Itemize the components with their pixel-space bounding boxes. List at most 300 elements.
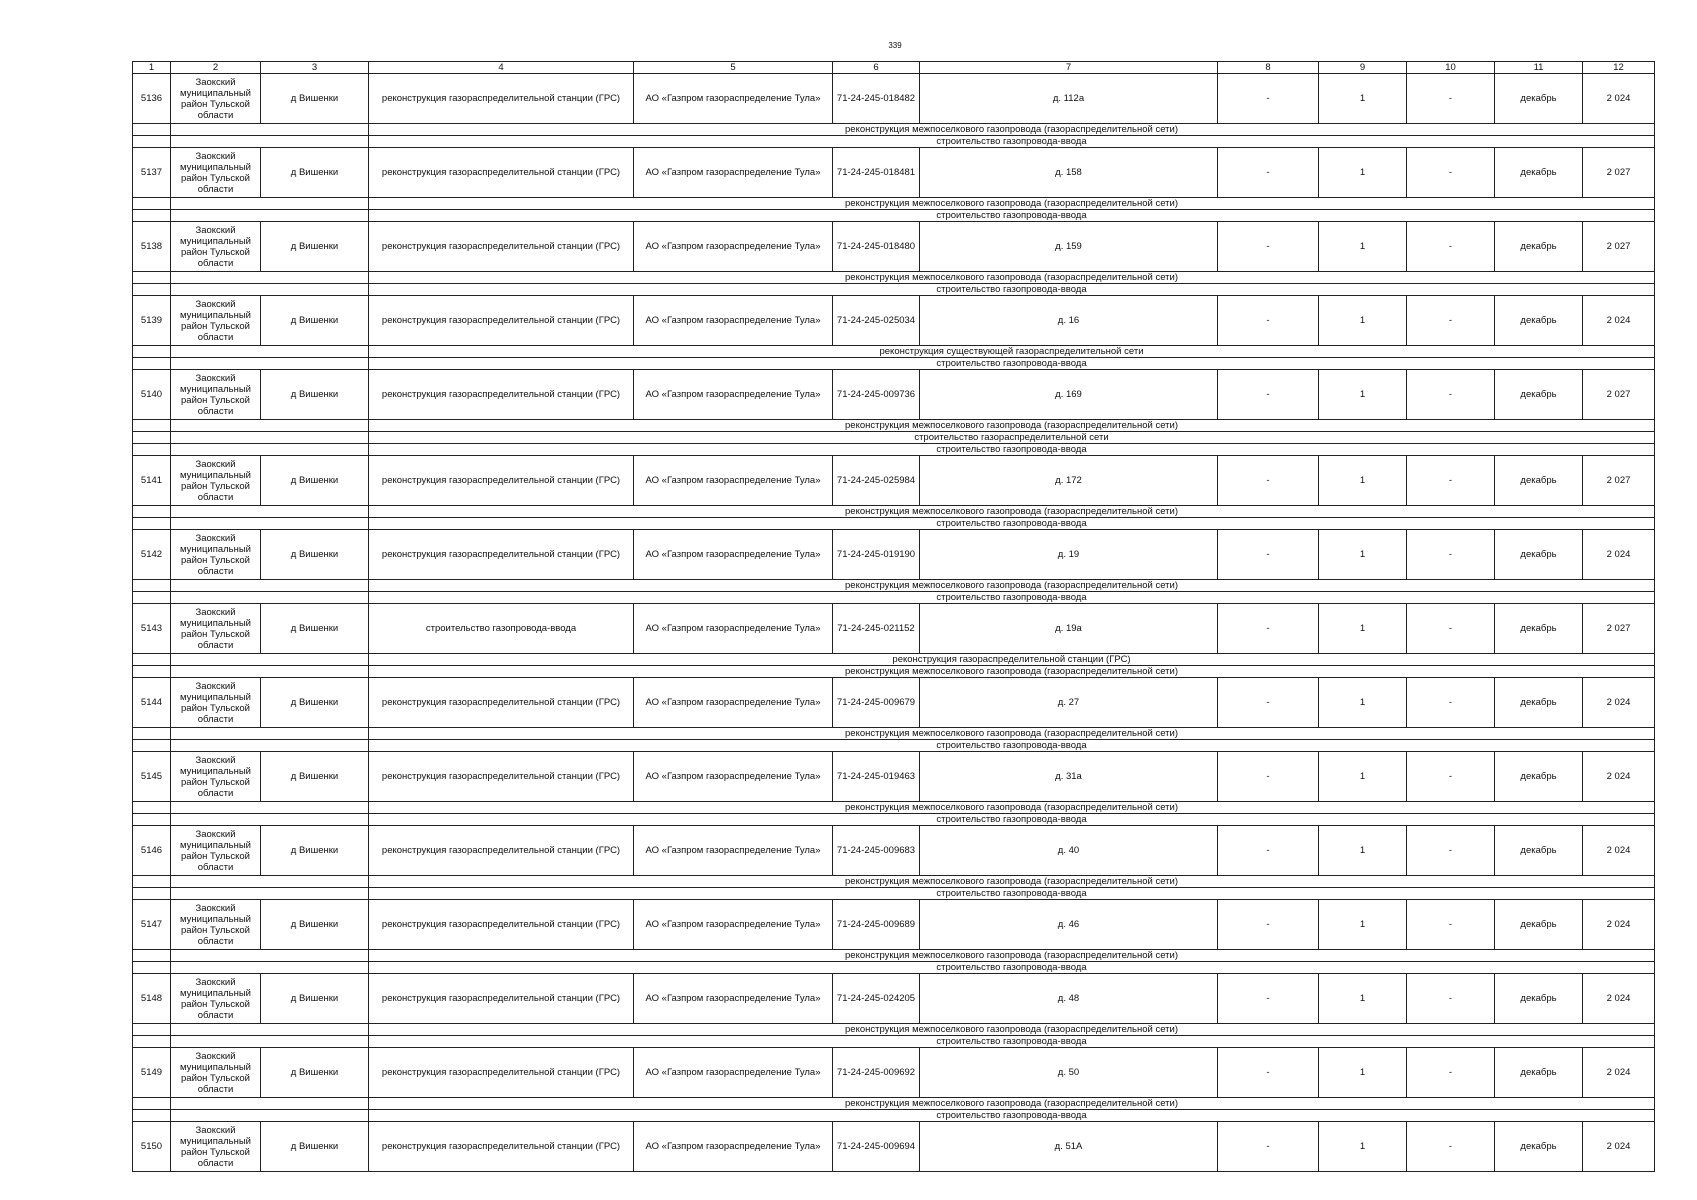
settlement-cell: д Вишенки — [261, 370, 369, 420]
sub-row — [133, 1024, 1655, 1036]
sub-row-empty-cell — [171, 654, 369, 666]
sub-work-cell: строительство газопровода-ввода — [369, 592, 1655, 604]
work-type-cell: реконструкция газораспределительной станции (ГРС) — [369, 974, 634, 1024]
col8-cell: - — [1218, 222, 1319, 272]
sub-row-empty-cell — [133, 272, 171, 284]
work-type-cell: реконструкция газораспределительной станции (ГРС) — [369, 1122, 634, 1172]
sub-row — [133, 876, 1655, 888]
month-cell: декабрь — [1495, 530, 1583, 580]
col10-cell: - — [1407, 974, 1495, 1024]
month-cell: декабрь — [1495, 678, 1583, 728]
row-number: 5137 — [133, 148, 171, 198]
col10-cell: - — [1407, 752, 1495, 802]
work-type-cell: реконструкция газораспределительной станции (ГРС) — [369, 456, 634, 506]
sub-row-empty-cell — [133, 950, 171, 962]
code-cell: 71-24-245-018480 — [833, 222, 920, 272]
month-cell: декабрь — [1495, 974, 1583, 1024]
work-type-cell: реконструкция газораспределительной станции (ГРС) — [369, 530, 634, 580]
col8-cell: - — [1218, 974, 1319, 1024]
address-cell: д. 40 — [920, 826, 1218, 876]
sub-work-cell: реконструкция межпоселкового газопровода (газораспределительной сети) — [369, 1098, 1655, 1110]
year-cell: 2 027 — [1583, 370, 1655, 420]
sub-row — [133, 1036, 1655, 1048]
table-row — [133, 370, 1655, 420]
col8-cell: - — [1218, 678, 1319, 728]
col8-cell: - — [1218, 74, 1319, 124]
organization-cell: АО «Газпром газораспределение Тула» — [634, 826, 833, 876]
month-cell: декабрь — [1495, 456, 1583, 506]
sub-work-cell: строительство газопровода-ввода — [369, 444, 1655, 456]
organization-cell: АО «Газпром газораспределение Тула» — [634, 900, 833, 950]
sub-row-empty-cell — [171, 198, 369, 210]
table-row — [133, 678, 1655, 728]
col9-cell: 1 — [1319, 456, 1407, 506]
col9-cell: 1 — [1319, 74, 1407, 124]
code-cell: 71-24-245-009692 — [833, 1048, 920, 1098]
sub-row-empty-cell — [171, 1036, 369, 1048]
col9-cell: 1 — [1319, 1122, 1407, 1172]
year-cell: 2 024 — [1583, 1048, 1655, 1098]
sub-row — [133, 518, 1655, 530]
col10-cell: - — [1407, 74, 1495, 124]
col8-cell: - — [1218, 604, 1319, 654]
sub-row — [133, 802, 1655, 814]
district-cell: Заокский муниципальный район Тульской области — [171, 1048, 261, 1098]
organization-cell: АО «Газпром газораспределение Тула» — [634, 1048, 833, 1098]
col9-cell: 1 — [1319, 826, 1407, 876]
organization-cell: АО «Газпром газораспределение Тула» — [634, 74, 833, 124]
col10-cell: - — [1407, 826, 1495, 876]
col10-cell: - — [1407, 678, 1495, 728]
col9-cell: 1 — [1319, 900, 1407, 950]
sub-row-empty-cell — [171, 1098, 369, 1110]
district-cell: Заокский муниципальный район Тульской области — [171, 974, 261, 1024]
sub-row — [133, 592, 1655, 604]
sub-work-cell: строительство газопровода-ввода — [369, 358, 1655, 370]
address-cell: д. 159 — [920, 222, 1218, 272]
sub-row-empty-cell — [171, 592, 369, 604]
sub-row — [133, 444, 1655, 456]
sub-row — [133, 728, 1655, 740]
year-cell: 2 027 — [1583, 148, 1655, 198]
sub-row — [133, 580, 1655, 592]
sub-row-empty-cell — [171, 518, 369, 530]
sub-row — [133, 136, 1655, 148]
work-type-cell: реконструкция газораспределительной станции (ГРС) — [369, 74, 634, 124]
sub-row — [133, 654, 1655, 666]
sub-row-empty-cell — [171, 1110, 369, 1122]
sub-row-empty-cell — [133, 346, 171, 358]
code-cell: 71-24-245-009694 — [833, 1122, 920, 1172]
address-cell: д. 19а — [920, 604, 1218, 654]
row-number: 5150 — [133, 1122, 171, 1172]
sub-work-cell: строительство газопровода-ввода — [369, 1036, 1655, 1048]
sub-row — [133, 346, 1655, 358]
sub-work-cell: реконструкция межпоселкового газопровода (газораспределительной сети) — [369, 1024, 1655, 1036]
sub-row-empty-cell — [171, 962, 369, 974]
code-cell: 71-24-245-009736 — [833, 370, 920, 420]
sub-row-empty-cell — [171, 888, 369, 900]
row-number: 5149 — [133, 1048, 171, 1098]
row-number: 5142 — [133, 530, 171, 580]
table-body — [133, 62, 1655, 1172]
settlement-cell: д Вишенки — [261, 530, 369, 580]
year-cell: 2 024 — [1583, 530, 1655, 580]
sub-row-empty-cell — [133, 740, 171, 752]
sub-row-empty-cell — [133, 592, 171, 604]
sub-work-cell: строительство газопровода-ввода — [369, 518, 1655, 530]
work-type-cell: реконструкция газораспределительной станции (ГРС) — [369, 826, 634, 876]
organization-cell: АО «Газпром газораспределение Тула» — [634, 678, 833, 728]
code-cell: 71-24-245-018482 — [833, 74, 920, 124]
row-number: 5143 — [133, 604, 171, 654]
sub-row-empty-cell — [133, 124, 171, 136]
sub-work-cell: строительство газопровода-ввода — [369, 1110, 1655, 1122]
sub-row-empty-cell — [171, 506, 369, 518]
sub-row-empty-cell — [171, 124, 369, 136]
organization-cell: АО «Газпром газораспределение Тула» — [634, 1122, 833, 1172]
col9-cell: 1 — [1319, 222, 1407, 272]
settlement-cell: д Вишенки — [261, 148, 369, 198]
month-cell: декабрь — [1495, 752, 1583, 802]
sub-row — [133, 284, 1655, 296]
sub-work-cell: реконструкция межпоселкового газопровода (газораспределительной сети) — [369, 876, 1655, 888]
sub-row-empty-cell — [171, 272, 369, 284]
column-header: 8 — [1218, 62, 1319, 74]
district-cell: Заокский муниципальный район Тульской области — [171, 604, 261, 654]
sub-work-cell: строительство газораспределительной сети — [369, 432, 1655, 444]
district-cell: Заокский муниципальный район Тульской области — [171, 370, 261, 420]
row-number: 5145 — [133, 752, 171, 802]
col10-cell: - — [1407, 1048, 1495, 1098]
organization-cell: АО «Газпром газораспределение Тула» — [634, 604, 833, 654]
row-number: 5144 — [133, 678, 171, 728]
sub-work-cell: строительство газопровода-ввода — [369, 962, 1655, 974]
sub-row-empty-cell — [171, 432, 369, 444]
sub-row — [133, 272, 1655, 284]
sub-row-empty-cell — [133, 1024, 171, 1036]
sub-work-cell: реконструкция межпоселкового газопровода (газораспределительной сети) — [369, 950, 1655, 962]
column-header: 1 — [133, 62, 171, 74]
sub-row-empty-cell — [133, 580, 171, 592]
col8-cell: - — [1218, 1048, 1319, 1098]
organization-cell: АО «Газпром газораспределение Тула» — [634, 752, 833, 802]
sub-row — [133, 198, 1655, 210]
table-row — [133, 530, 1655, 580]
table-row — [133, 752, 1655, 802]
sub-work-cell: строительство газопровода-ввода — [369, 136, 1655, 148]
organization-cell: АО «Газпром газораспределение Тула» — [634, 148, 833, 198]
sub-work-cell: строительство газопровода-ввода — [369, 814, 1655, 826]
sub-row-empty-cell — [171, 666, 369, 678]
col8-cell: - — [1218, 826, 1319, 876]
sub-row-empty-cell — [133, 802, 171, 814]
header-row — [133, 62, 1655, 74]
code-cell: 71-24-245-009689 — [833, 900, 920, 950]
table-row — [133, 1122, 1655, 1172]
month-cell: декабрь — [1495, 900, 1583, 950]
table-row — [133, 222, 1655, 272]
work-type-cell: строительство газопровода-ввода — [369, 604, 634, 654]
sub-row — [133, 1098, 1655, 1110]
sub-row-empty-cell — [133, 210, 171, 222]
district-cell: Заокский муниципальный район Тульской области — [171, 296, 261, 346]
address-cell: д. 16 — [920, 296, 1218, 346]
month-cell: декабрь — [1495, 222, 1583, 272]
column-header: 2 — [171, 62, 261, 74]
page-number: 339 — [888, 41, 902, 50]
column-header: 6 — [833, 62, 920, 74]
work-type-cell: реконструкция газораспределительной станции (ГРС) — [369, 222, 634, 272]
sub-row-empty-cell — [171, 284, 369, 296]
column-header: 9 — [1319, 62, 1407, 74]
settlement-cell: д Вишенки — [261, 826, 369, 876]
sub-row — [133, 420, 1655, 432]
col10-cell: - — [1407, 604, 1495, 654]
address-cell: д. 50 — [920, 1048, 1218, 1098]
sub-work-cell: строительство газопровода-ввода — [369, 740, 1655, 752]
col10-cell: - — [1407, 900, 1495, 950]
address-cell: д. 19 — [920, 530, 1218, 580]
settlement-cell: д Вишенки — [261, 222, 369, 272]
sub-row — [133, 962, 1655, 974]
month-cell: декабрь — [1495, 148, 1583, 198]
organization-cell: АО «Газпром газораспределение Тула» — [634, 974, 833, 1024]
sub-work-cell: реконструкция межпоселкового газопровода (газораспределительной сети) — [369, 802, 1655, 814]
col10-cell: - — [1407, 222, 1495, 272]
organization-cell: АО «Газпром газораспределение Тула» — [634, 296, 833, 346]
table-row — [133, 974, 1655, 1024]
settlement-cell: д Вишенки — [261, 678, 369, 728]
code-cell: 71-24-245-025034 — [833, 296, 920, 346]
sub-row-empty-cell — [171, 876, 369, 888]
sub-row — [133, 814, 1655, 826]
table-row — [133, 456, 1655, 506]
month-cell: декабрь — [1495, 1048, 1583, 1098]
col10-cell: - — [1407, 296, 1495, 346]
code-cell: 71-24-245-009679 — [833, 678, 920, 728]
sub-row-empty-cell — [133, 876, 171, 888]
sub-row-empty-cell — [171, 444, 369, 456]
year-cell: 2 027 — [1583, 222, 1655, 272]
col8-cell: - — [1218, 1122, 1319, 1172]
address-cell: д. 112а — [920, 74, 1218, 124]
sub-row-empty-cell — [171, 210, 369, 222]
district-cell: Заокский муниципальный район Тульской области — [171, 900, 261, 950]
col10-cell: - — [1407, 370, 1495, 420]
settlement-cell: д Вишенки — [261, 456, 369, 506]
sub-row-empty-cell — [133, 654, 171, 666]
district-cell: Заокский муниципальный район Тульской области — [171, 1122, 261, 1172]
sub-work-cell: строительство газопровода-ввода — [369, 284, 1655, 296]
sub-row-empty-cell — [171, 802, 369, 814]
sub-work-cell: реконструкция межпоселкового газопровода (газораспределительной сети) — [369, 420, 1655, 432]
year-cell: 2 024 — [1583, 678, 1655, 728]
district-cell: Заокский муниципальный район Тульской области — [171, 678, 261, 728]
col9-cell: 1 — [1319, 370, 1407, 420]
col9-cell: 1 — [1319, 974, 1407, 1024]
col9-cell: 1 — [1319, 296, 1407, 346]
sub-work-cell: реконструкция межпоселкового газопровода (газораспределительной сети) — [369, 728, 1655, 740]
address-cell: д. 46 — [920, 900, 1218, 950]
col8-cell: - — [1218, 752, 1319, 802]
col9-cell: 1 — [1319, 604, 1407, 654]
sub-row-empty-cell — [171, 728, 369, 740]
col9-cell: 1 — [1319, 752, 1407, 802]
sub-row-empty-cell — [133, 666, 171, 678]
month-cell: декабрь — [1495, 370, 1583, 420]
sub-work-cell: реконструкция межпоселкового газопровода (газораспределительной сети) — [369, 272, 1655, 284]
row-number: 5146 — [133, 826, 171, 876]
sub-row-empty-cell — [133, 444, 171, 456]
district-cell: Заокский муниципальный район Тульской области — [171, 530, 261, 580]
sub-row-empty-cell — [171, 950, 369, 962]
work-type-cell: реконструкция газораспределительной станции (ГРС) — [369, 148, 634, 198]
col10-cell: - — [1407, 1122, 1495, 1172]
settlement-cell: д Вишенки — [261, 900, 369, 950]
col10-cell: - — [1407, 148, 1495, 198]
sub-row-empty-cell — [133, 198, 171, 210]
sub-row — [133, 124, 1655, 136]
sub-row — [133, 740, 1655, 752]
col10-cell: - — [1407, 530, 1495, 580]
sub-row-empty-cell — [133, 814, 171, 826]
sub-row-empty-cell — [133, 506, 171, 518]
row-number: 5141 — [133, 456, 171, 506]
sub-row-empty-cell — [133, 888, 171, 900]
settlement-cell: д Вишенки — [261, 1122, 369, 1172]
code-cell: 71-24-245-021152 — [833, 604, 920, 654]
address-cell: д. 169 — [920, 370, 1218, 420]
column-header: 12 — [1583, 62, 1655, 74]
work-type-cell: реконструкция газораспределительной станции (ГРС) — [369, 1048, 634, 1098]
work-type-cell: реконструкция газораспределительной станции (ГРС) — [369, 678, 634, 728]
year-cell: 2 024 — [1583, 74, 1655, 124]
address-cell: д. 51А — [920, 1122, 1218, 1172]
sub-row-empty-cell — [133, 518, 171, 530]
month-cell: декабрь — [1495, 604, 1583, 654]
year-cell: 2 024 — [1583, 900, 1655, 950]
month-cell: декабрь — [1495, 826, 1583, 876]
sub-work-cell: реконструкция межпоселкового газопровода (газораспределительной сети) — [369, 124, 1655, 136]
row-number: 5147 — [133, 900, 171, 950]
district-cell: Заокский муниципальный район Тульской области — [171, 74, 261, 124]
col8-cell: - — [1218, 370, 1319, 420]
sub-work-cell: строительство газопровода-ввода — [369, 210, 1655, 222]
year-cell: 2 024 — [1583, 826, 1655, 876]
sub-row-empty-cell — [171, 740, 369, 752]
sub-row-empty-cell — [133, 1098, 171, 1110]
gasification-table — [132, 61, 1655, 1172]
col8-cell: - — [1218, 296, 1319, 346]
settlement-cell: д Вишенки — [261, 974, 369, 1024]
code-cell: 71-24-245-019190 — [833, 530, 920, 580]
sub-row — [133, 950, 1655, 962]
col8-cell: - — [1218, 530, 1319, 580]
row-number: 5136 — [133, 74, 171, 124]
col8-cell: - — [1218, 456, 1319, 506]
sub-row — [133, 888, 1655, 900]
year-cell: 2 027 — [1583, 604, 1655, 654]
month-cell: декабрь — [1495, 1122, 1583, 1172]
table-row — [133, 1048, 1655, 1098]
sub-row — [133, 666, 1655, 678]
sub-row-empty-cell — [133, 136, 171, 148]
col9-cell: 1 — [1319, 530, 1407, 580]
sub-work-cell: строительство газопровода-ввода — [369, 888, 1655, 900]
row-number: 5139 — [133, 296, 171, 346]
work-type-cell: реконструкция газораспределительной станции (ГРС) — [369, 752, 634, 802]
table-row — [133, 826, 1655, 876]
column-header: 7 — [920, 62, 1218, 74]
address-cell: д. 158 — [920, 148, 1218, 198]
column-header: 5 — [634, 62, 833, 74]
sub-row-empty-cell — [133, 420, 171, 432]
settlement-cell: д Вишенки — [261, 74, 369, 124]
sub-row — [133, 210, 1655, 222]
row-number: 5140 — [133, 370, 171, 420]
district-cell: Заокский муниципальный район Тульской области — [171, 456, 261, 506]
sub-row — [133, 432, 1655, 444]
col8-cell: - — [1218, 900, 1319, 950]
month-cell: декабрь — [1495, 74, 1583, 124]
code-cell: 71-24-245-025984 — [833, 456, 920, 506]
settlement-cell: д Вишенки — [261, 1048, 369, 1098]
sub-row-empty-cell — [133, 432, 171, 444]
column-header: 4 — [369, 62, 634, 74]
row-number: 5148 — [133, 974, 171, 1024]
organization-cell: АО «Газпром газораспределение Тула» — [634, 370, 833, 420]
code-cell: 71-24-245-018481 — [833, 148, 920, 198]
work-type-cell: реконструкция газораспределительной станции (ГРС) — [369, 370, 634, 420]
sub-work-cell: реконструкция межпоселкового газопровода (газораспределительной сети) — [369, 580, 1655, 592]
row-number: 5138 — [133, 222, 171, 272]
settlement-cell: д Вишенки — [261, 296, 369, 346]
sub-row-empty-cell — [171, 1024, 369, 1036]
column-header: 11 — [1495, 62, 1583, 74]
sub-row-empty-cell — [133, 1036, 171, 1048]
column-header: 3 — [261, 62, 369, 74]
sub-row-empty-cell — [171, 580, 369, 592]
work-type-cell: реконструкция газораспределительной станции (ГРС) — [369, 296, 634, 346]
col9-cell: 1 — [1319, 1048, 1407, 1098]
year-cell: 2 024 — [1583, 752, 1655, 802]
table-row — [133, 296, 1655, 346]
sub-work-cell: реконструкция межпоселкового газопровода (газораспределительной сети) — [369, 666, 1655, 678]
sub-row-empty-cell — [133, 284, 171, 296]
address-cell: д. 172 — [920, 456, 1218, 506]
col10-cell: - — [1407, 456, 1495, 506]
sub-work-cell: реконструкция межпоселкового газопровода (газораспределительной сети) — [369, 506, 1655, 518]
address-cell: д. 48 — [920, 974, 1218, 1024]
work-type-cell: реконструкция газораспределительной станции (ГРС) — [369, 900, 634, 950]
col9-cell: 1 — [1319, 148, 1407, 198]
address-cell: д. 31а — [920, 752, 1218, 802]
sub-row-empty-cell — [133, 962, 171, 974]
col9-cell: 1 — [1319, 678, 1407, 728]
sub-work-cell: реконструкция газораспределительной станции (ГРС) — [369, 654, 1655, 666]
organization-cell: АО «Газпром газораспределение Тула» — [634, 222, 833, 272]
sub-row-empty-cell — [171, 814, 369, 826]
year-cell: 2 024 — [1583, 296, 1655, 346]
organization-cell: АО «Газпром газораспределение Тула» — [634, 456, 833, 506]
sub-row — [133, 506, 1655, 518]
table-row — [133, 604, 1655, 654]
sub-row-empty-cell — [171, 346, 369, 358]
sub-row-empty-cell — [133, 728, 171, 740]
year-cell: 2 024 — [1583, 1122, 1655, 1172]
column-header: 10 — [1407, 62, 1495, 74]
